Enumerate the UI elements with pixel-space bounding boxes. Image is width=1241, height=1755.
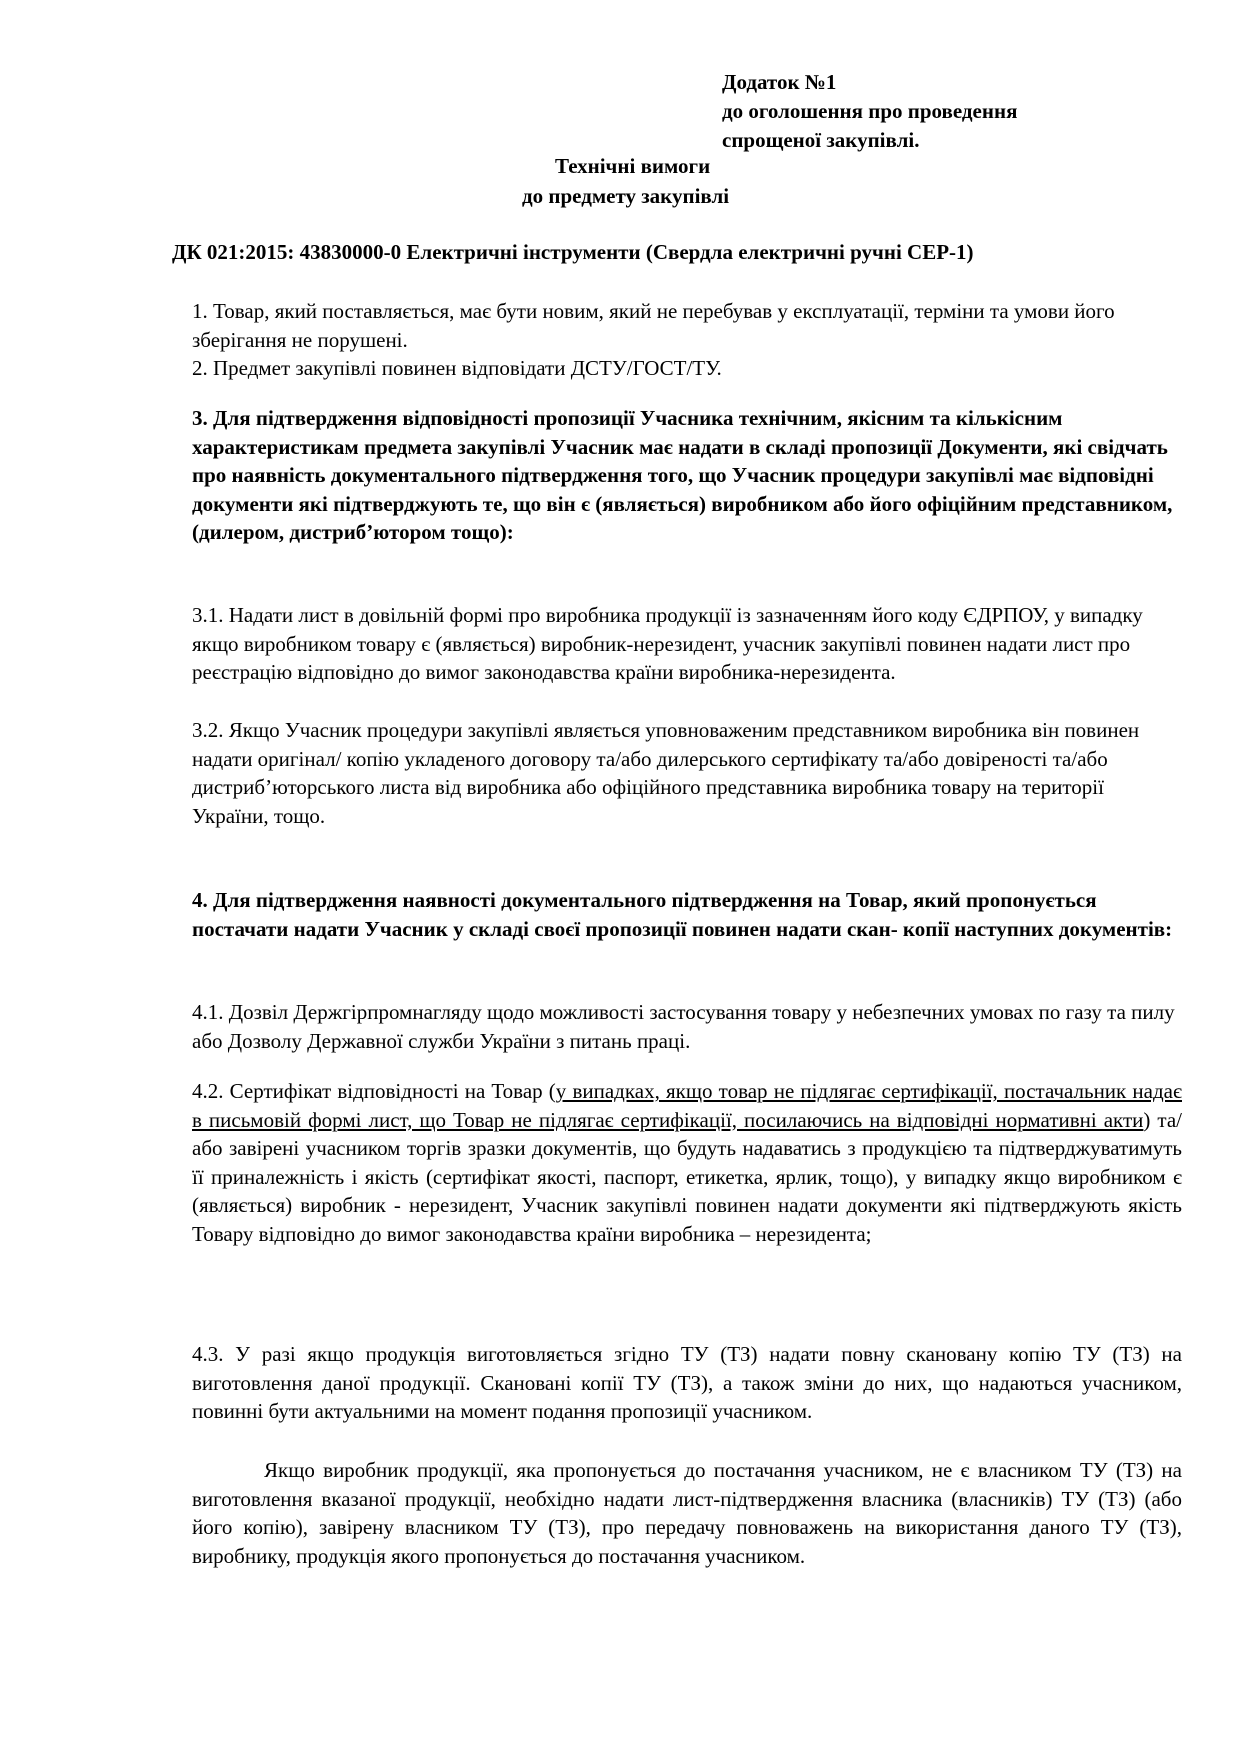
annex-line-2: до оголошення про проведення	[722, 99, 1018, 123]
requirement-4-2-start: 4.2. Сертифікат відповідності на Товар (	[192, 1079, 556, 1103]
annex-header	[722, 68, 1017, 155]
procurement-subject: ДК 021:2015: 43830000-0 Електричні інструменти (Свердла електричні ручні СЕР-1)	[172, 240, 974, 264]
requirement-4: 4. Для підтвердження наявності документального підтвердження на Товар, який пропонується постачати надати Учасник у складі своєї пропозиції повинен надати скан- копії наступних документів:	[192, 888, 1173, 941]
requirement-4-2-end: ) та/або завірені учасником торгів зразки документів, що будуть надаватись з продукцією та підтверджуватимуть її приналежність і якість (сертифікат якості, паспорт, етикетка, ярлик, тощо), у випадку якщо виробником є (являється) виробник - нерезидент, Учасник закупівлі повинен надати документи які підтверджують якість Товару відповідно до вимог законодавства країни виробника – нерезидента;	[192, 1107, 1182, 1246]
title-line-2: до предмету закупівлі	[522, 184, 730, 208]
requirement-3-1: 3.1. Надати лист в довільній формі про виробника продукції із зазначенням його коду ЄДРПОУ, у випадку якщо виробником товару є (являється) виробник-нерезидент, учасник закупівлі повинен надати лист про реєстрацію відповідно до вимог законодавства країни виробника-нерезидента.	[192, 603, 1143, 684]
title-line-1: Технічні вимоги	[555, 154, 711, 178]
annex-number: Додаток №1	[722, 70, 837, 94]
annex-line-3: спрощеної закупівлі.	[722, 128, 920, 152]
requirement-4-2-underlined: у випадках, якщо товар не підлягає сертифікації, постачальник надає в письмовій формі лист, що Товар не підлягає сертифікації, посилаючись на відповідні нормативні акти	[192, 1079, 1182, 1132]
requirement-2: 2. Предмет закупівлі повинен відповідати ДСТУ/ГОСТ/ТУ.	[192, 356, 722, 380]
requirement-4-3: 4.3. У разі якщо продукція виготовляється згідно ТУ (ТЗ) надати повну скановану копію ТУ (ТЗ) на виготовлення даної продукції. Скановані копії ТУ (ТЗ), а також зміни до них, що надаються учасником, повинні бути актуальними на момент подання пропозиції учасником.	[192, 1342, 1182, 1423]
requirement-4-2	[192, 1077, 1182, 1248]
requirement-3-2: 3.2. Якщо Учасник процедури закупівлі являється уповноваженим представником виробника він повинен надати оригінал/ копію укладеного договору та/або дилерського сертифікату та/або довіреності та/або дистриб’юторського листа від виробника або офіційного представника виробника товару на території України, тощо.	[192, 718, 1140, 828]
requirement-4-1: 4.1. Дозвіл Держгірпромнагляду щодо можливості застосування товару у небезпечних умовах по газу та пилу або Дозволу Державної служби України з питань праці.	[192, 1000, 1175, 1053]
requirement-4-3-note: Якщо виробник продукції, яка пропонується до постачання учасником, не є власником ТУ (ТЗ) на виготовлення вказаної продукції, необхідно надати лист-підтвердження власника (власників) ТУ (ТЗ) (або його копію), завірену власником ТУ (ТЗ), про передачу повноважень на використання даного ТУ (ТЗ), виробнику, продукція якого пропонується до постачання учасником.	[192, 1458, 1182, 1568]
requirement-1: 1. Товар, який поставляється, має бути новим, який не перебував у експлуатації, терміни та умови його зберігання не порушені.	[192, 299, 1115, 352]
requirement-3: 3. Для підтвердження відповідності пропозиції Учасника технічним, якісним та кількісним характеристикам предмета закупівлі Учасник має надати в складі пропозиції Документи, які свідчать про наявність документального підтвердження того, що Учасник процедури закупівлі має відповідні документи які підтверджують те, що він є (являється) виробником або його офіційним представником, (дилером, дистриб’ютором тощо):	[192, 406, 1173, 544]
